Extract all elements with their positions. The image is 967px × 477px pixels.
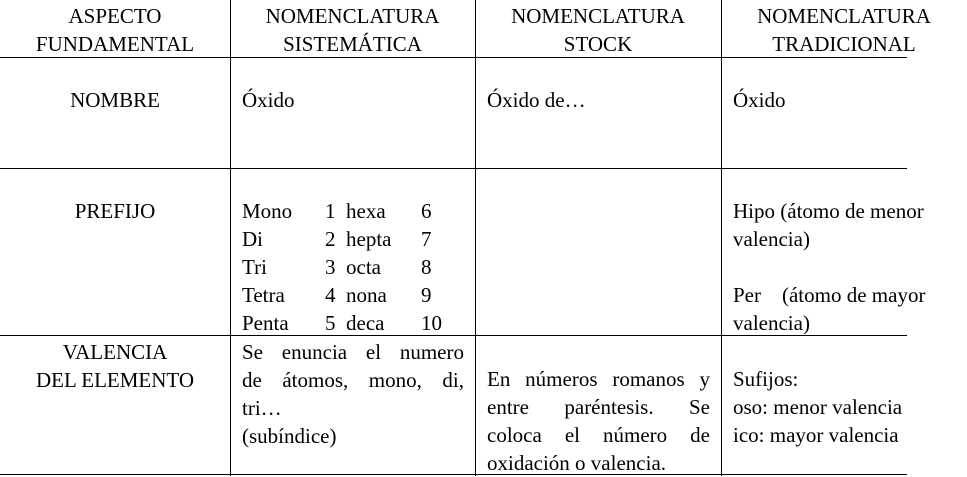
label-line: DEL ELEMENTO <box>35 368 195 392</box>
text-line <box>487 393 710 421</box>
header-line: STOCK <box>563 32 633 56</box>
column-divider <box>721 0 722 476</box>
prefix-row <box>242 225 442 253</box>
nombre-tradicional: Óxido <box>733 88 786 112</box>
valencia-sistematica <box>242 338 464 450</box>
text-span: Se enuncia el numero <box>242 340 464 364</box>
text-line <box>242 366 464 394</box>
prefix-number: 1 <box>325 199 336 223</box>
text-line: ico: mayor valencia <box>733 423 899 447</box>
prefix-number: 8 <box>421 255 432 279</box>
text-span: de átomos, mono, di, <box>242 368 464 392</box>
header-tradicional <box>721 2 967 58</box>
header-line: FUNDAMENTAL <box>35 32 195 56</box>
valencia-stock <box>487 365 710 477</box>
prefix-number: 3 <box>325 255 336 279</box>
prefix-name: Tri <box>242 255 267 279</box>
header-stock <box>475 2 721 58</box>
prefix-name: hepta <box>346 227 392 251</box>
prefix-number: 6 <box>421 199 432 223</box>
prefix-row <box>242 309 442 337</box>
row-divider <box>0 168 907 169</box>
text-line <box>242 338 464 366</box>
hipo-text: valencia) <box>733 227 810 251</box>
per-text: valencia) <box>733 311 810 335</box>
header-line: TRADICIONAL <box>772 32 916 56</box>
prefix-number: 4 <box>325 283 336 307</box>
text-line: Sufijos: <box>733 367 799 391</box>
valencia-tradicional <box>733 365 902 449</box>
text-line: tri… <box>242 396 282 420</box>
header-line: NOMENCLATURA <box>757 4 931 28</box>
header-line: ASPECTO <box>68 4 162 28</box>
text-line: (subíndice) <box>242 424 337 448</box>
row-label-valencia <box>0 338 230 394</box>
nombre-stock: Óxido de… <box>487 88 586 112</box>
prefix-number: 9 <box>421 283 432 307</box>
header-line: NOMENCLATURA <box>511 4 685 28</box>
column-divider <box>230 0 231 476</box>
per-text: Per (átomo de mayor <box>733 283 926 307</box>
text-span: coloca el número de <box>487 423 710 447</box>
text-span: En números romanos y <box>487 367 710 391</box>
prefix-list <box>242 197 442 337</box>
header-sistematica <box>230 2 475 58</box>
prefix-name: Mono <box>242 199 293 223</box>
text-line: oxidación o valencia. <box>487 451 667 475</box>
prefijo-tradicional <box>733 197 925 337</box>
spacer <box>733 253 925 281</box>
row-label-nombre: NOMBRE <box>70 88 160 112</box>
hipo-text: Hipo (átomo de menor <box>733 199 924 223</box>
table-bottom-border <box>0 474 907 475</box>
column-divider <box>475 0 476 476</box>
text-line: oso: menor valencia <box>733 395 903 419</box>
prefix-row <box>242 197 442 225</box>
prefix-number: 7 <box>421 227 432 251</box>
prefix-row <box>242 281 442 309</box>
header-line: NOMENCLATURA <box>265 4 440 28</box>
prefix-row <box>242 253 442 281</box>
prefix-name: deca <box>346 311 385 335</box>
header-line: SISTEMÁTICA <box>283 32 422 56</box>
row-label-prefijo: PREFIJO <box>74 199 156 223</box>
prefix-name: Tetra <box>242 283 285 307</box>
header-aspecto <box>0 2 230 58</box>
prefix-number: 2 <box>325 227 336 251</box>
prefix-name: nona <box>346 283 387 307</box>
prefix-name: octa <box>346 255 381 279</box>
prefix-number: 10 <box>421 311 442 335</box>
nombre-sistematica: Óxido <box>242 88 295 112</box>
text-line <box>487 365 710 393</box>
label-line: VALENCIA <box>62 340 168 364</box>
prefix-number: 5 <box>325 311 336 335</box>
prefix-name: Penta <box>242 311 289 335</box>
prefix-name: hexa <box>346 199 386 223</box>
text-line <box>487 421 710 449</box>
text-span: entre paréntesis. Se <box>487 395 710 419</box>
prefix-name: Di <box>242 227 263 251</box>
